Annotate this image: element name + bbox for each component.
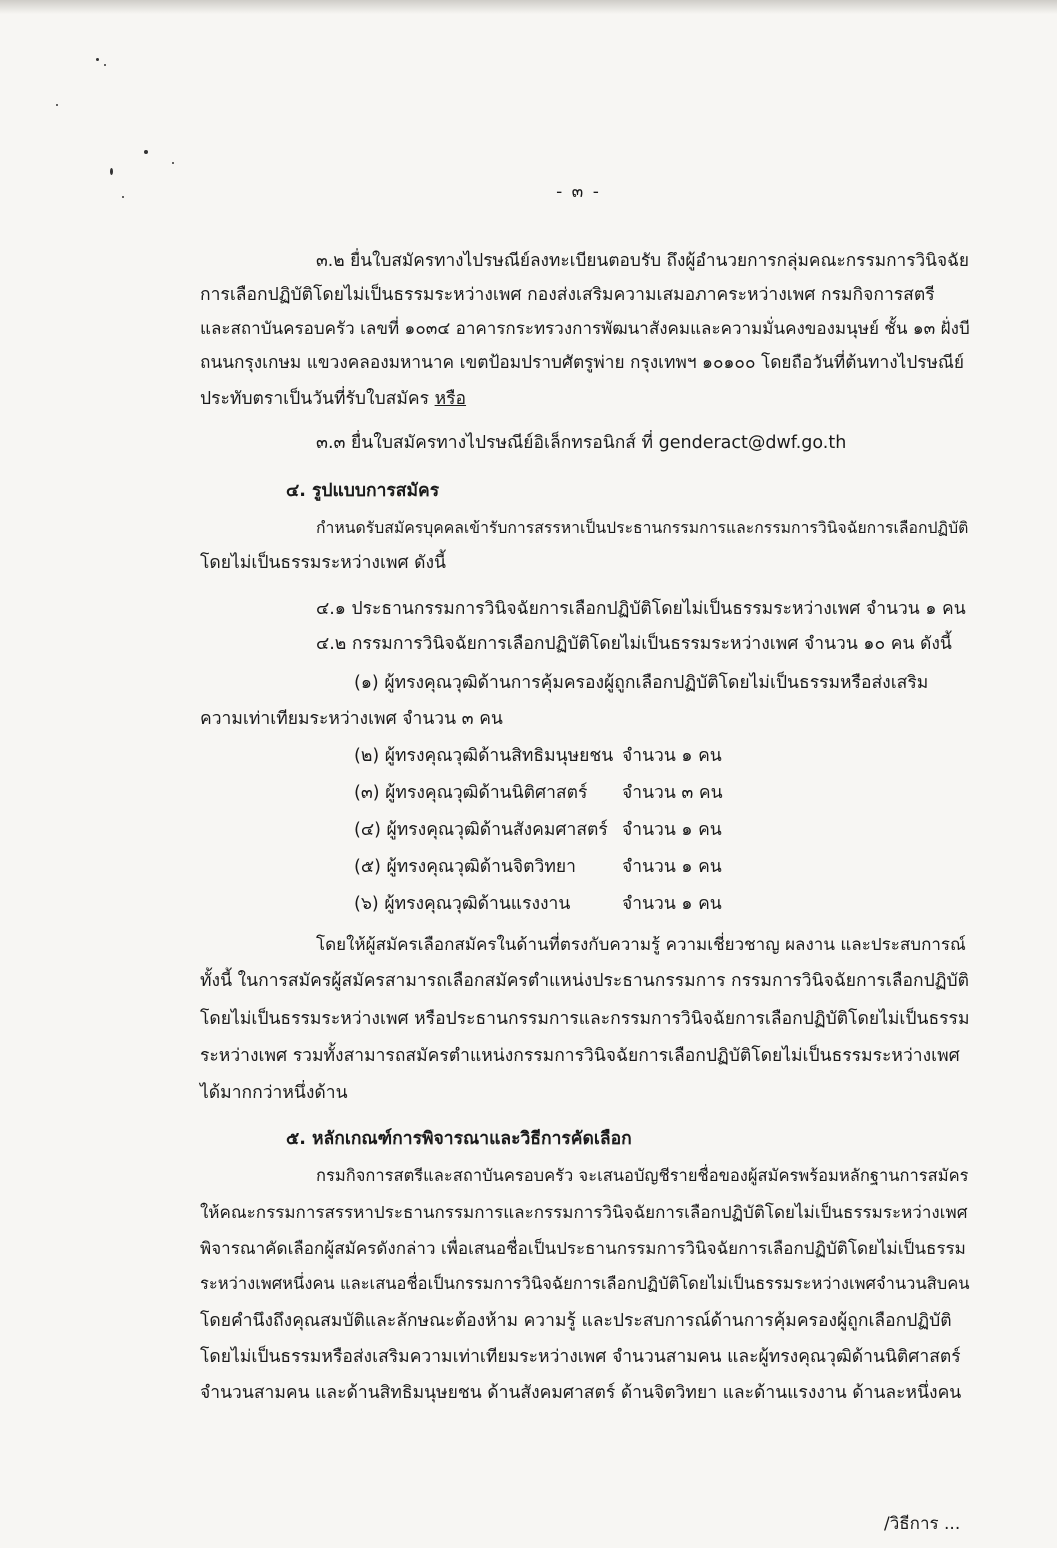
- section-4-closing-line-1: โดยให้ผู้สมัครเลือกสมัครในด้านที่ตรงกับความรู้ ความเชี่ยวชาญ ผลงาน และประสบการณ์: [316, 935, 966, 955]
- scan-speck: [110, 168, 113, 175]
- or-word: หรือ: [434, 389, 467, 409]
- expert-row-3-count: จำนวน ๓ คน: [622, 783, 723, 803]
- continuation-footer: /วิธีการ ...: [884, 1514, 961, 1534]
- expert-row-2-count: จำนวน ๑ คน: [622, 746, 722, 766]
- section-4-closing-line-5: ได้มากกว่าหนึ่งด้าน: [200, 1083, 348, 1103]
- page-number: - ๓ -: [556, 182, 601, 202]
- expert-row-4-label: (๔) ผู้ทรงคุณวุฒิด้านสังคมศาสตร์: [354, 820, 608, 840]
- item-3-2-last-line: ประทับตราเป็นวันที่รับใบสมัคร: [200, 389, 430, 409]
- expert-row-2-label: (๒) ผู้ทรงคุณวุฒิด้านสิทธิมนุษยชน: [354, 746, 614, 766]
- section-5-line-7: จำนวนสามคน และด้านสิทธิมนุษยชน ด้านสังคมศาสตร์ ด้านจิตวิทยา และด้านแรงงาน ด้านละหนึ่งคน: [200, 1383, 962, 1403]
- expert-row-3-label: (๓) ผู้ทรงคุณวุฒิด้านนิติศาสตร์: [354, 783, 588, 803]
- expert-row-4-count: จำนวน ๑ คน: [622, 820, 722, 840]
- scan-speck: [96, 58, 99, 61]
- section-4-closing-line-3: โดยไม่เป็นธรรมระหว่างเพศ หรือประธานกรรมการและกรรมการวินิจฉัยการเลือกปฏิบัติโดยไม่เป็นธรรม: [200, 1009, 970, 1029]
- scan-speck: [144, 150, 148, 154]
- section-5-heading: ๕. หลักเกณฑ์การพิจารณาและวิธีการคัดเลือก: [286, 1129, 632, 1149]
- scan-speck: [172, 162, 174, 164]
- item-3-2-line-1: ๓.๒ ยื่นใบสมัครทางไปรษณีย์ลงทะเบียนตอบรับ ถึงผู้อำนวยการกลุ่มคณะกรรมการวินิจฉัย: [316, 251, 969, 271]
- item-3-2-line-4: ถนนกรุงเกษม แขวงคลองมหานาค เขตป้อมปราบศัตรูพ่าย กรุงเทพฯ ๑๐๑๐๐ โดยถือวันที่ต้นทางไปรษณีย์: [200, 353, 965, 373]
- section-4-closing-line-2: ทั้งนี้ ในการสมัครผู้สมัครสามารถเลือกสมัครตำแหน่งประธานกรรมการ กรรมการวินิจฉัยการเลือกปฏิบัติ: [200, 971, 969, 991]
- scan-top-edge: [0, 0, 1057, 14]
- item-3-2-line-5: [200, 388, 466, 410]
- expert-row-5-count: จำนวน ๑ คน: [622, 857, 722, 877]
- section-5-line-4: ระหว่างเพศหนึ่งคน และเสนอชื่อเป็นกรรมการวินิจฉัยการเลือกปฏิบัติโดยไม่เป็นธรรมระหว่างเพศจำนวนสิบคน: [200, 1274, 970, 1293]
- scan-speck: [104, 64, 106, 66]
- item-4-2: ๔.๒ กรรมการวินิจฉัยการเลือกปฏิบัติโดยไม่เป็นธรรมระหว่างเพศ จำนวน ๑๐ คน ดังนี้: [316, 634, 952, 654]
- item-3-2-line-2: การเลือกปฏิบัติโดยไม่เป็นธรรมระหว่างเพศ กองส่งเสริมความเสมอภาคระหว่างเพศ กรมกิจการสตรี: [200, 285, 935, 305]
- expert-row-6-count: จำนวน ๑ คน: [622, 894, 722, 914]
- section-5-line-6: โดยไม่เป็นธรรมหรือส่งเสริมความเท่าเทียมระหว่างเพศ จำนวนสามคน และผู้ทรงคุณวุฒิด้านนิติศาสตร์: [200, 1347, 961, 1367]
- expert-1-line-2: ความเท่าเทียมระหว่างเพศ จำนวน ๓ คน: [200, 709, 503, 729]
- section-5-line-3: พิจารณาคัดเลือกผู้สมัครดังกล่าว เพื่อเสนอชื่อเป็นประธานกรรมการวินิจฉัยการเลือกปฏิบัติโดยไม่เป็นธรรม: [200, 1239, 966, 1259]
- item-3-3: ๓.๓ ยื่นใบสมัครทางไปรษณีย์อิเล็กทรอนิกส์ ที่ genderact@dwf.go.th: [316, 433, 847, 453]
- section-4-intro-line-2: โดยไม่เป็นธรรมระหว่างเพศ ดังนี้: [200, 553, 447, 573]
- section-4-heading: ๔. รูปแบบการสมัคร: [286, 481, 440, 501]
- section-5-line-2: ให้คณะกรรมการสรรหาประธานกรรมการและกรรมการวินิจฉัยการเลือกปฏิบัติโดยไม่เป็นธรรมระหว่างเพศ: [200, 1203, 968, 1223]
- section-5-line-5: โดยคำนึงถึงคุณสมบัติและลักษณะต้องห้าม ความรู้ และประสบการณ์ด้านการคุ้มครองผู้ถูกเลือกปฏิบัติ: [200, 1311, 952, 1331]
- section-4-intro-line-1: กำหนดรับสมัครบุคคลเข้ารับการสรรหาเป็นประธานกรรมการและกรรมการวินิจฉัยการเลือกปฏิบัติ: [316, 518, 969, 537]
- item-4-1: ๔.๑ ประธานกรรมการวินิจฉัยการเลือกปฏิบัติโดยไม่เป็นธรรมระหว่างเพศ จำนวน ๑ คน: [316, 599, 966, 619]
- expert-row-6-label: (๖) ผู้ทรงคุณวุฒิด้านแรงงาน: [354, 894, 571, 914]
- scan-speck: [56, 104, 58, 106]
- section-4-closing-line-4: ระหว่างเพศ รวมทั้งสามารถสมัครตำแหน่งกรรมการวินิจฉัยการเลือกปฏิบัติโดยไม่เป็นธรรมระหว่างเพศ: [200, 1046, 960, 1066]
- item-3-2-line-3: และสถาบันครอบครัว เลขที่ ๑๐๓๔ อาคารกระทรวงการพัฒนาสังคมและความมั่นคงของมนุษย์ ชั้น ๑๓ ฝั่งบี: [200, 319, 970, 339]
- expert-1-line-1: (๑) ผู้ทรงคุณวุฒิด้านการคุ้มครองผู้ถูกเลือกปฏิบัติโดยไม่เป็นธรรมหรือส่งเสริม: [354, 673, 929, 693]
- expert-row-5-label: (๕) ผู้ทรงคุณวุฒิด้านจิตวิทยา: [354, 857, 576, 877]
- section-5-line-1: กรมกิจการสตรีและสถาบันครอบครัว จะเสนอบัญชีรายชื่อของผู้สมัครพร้อมหลักฐานการสมัคร: [316, 1166, 969, 1185]
